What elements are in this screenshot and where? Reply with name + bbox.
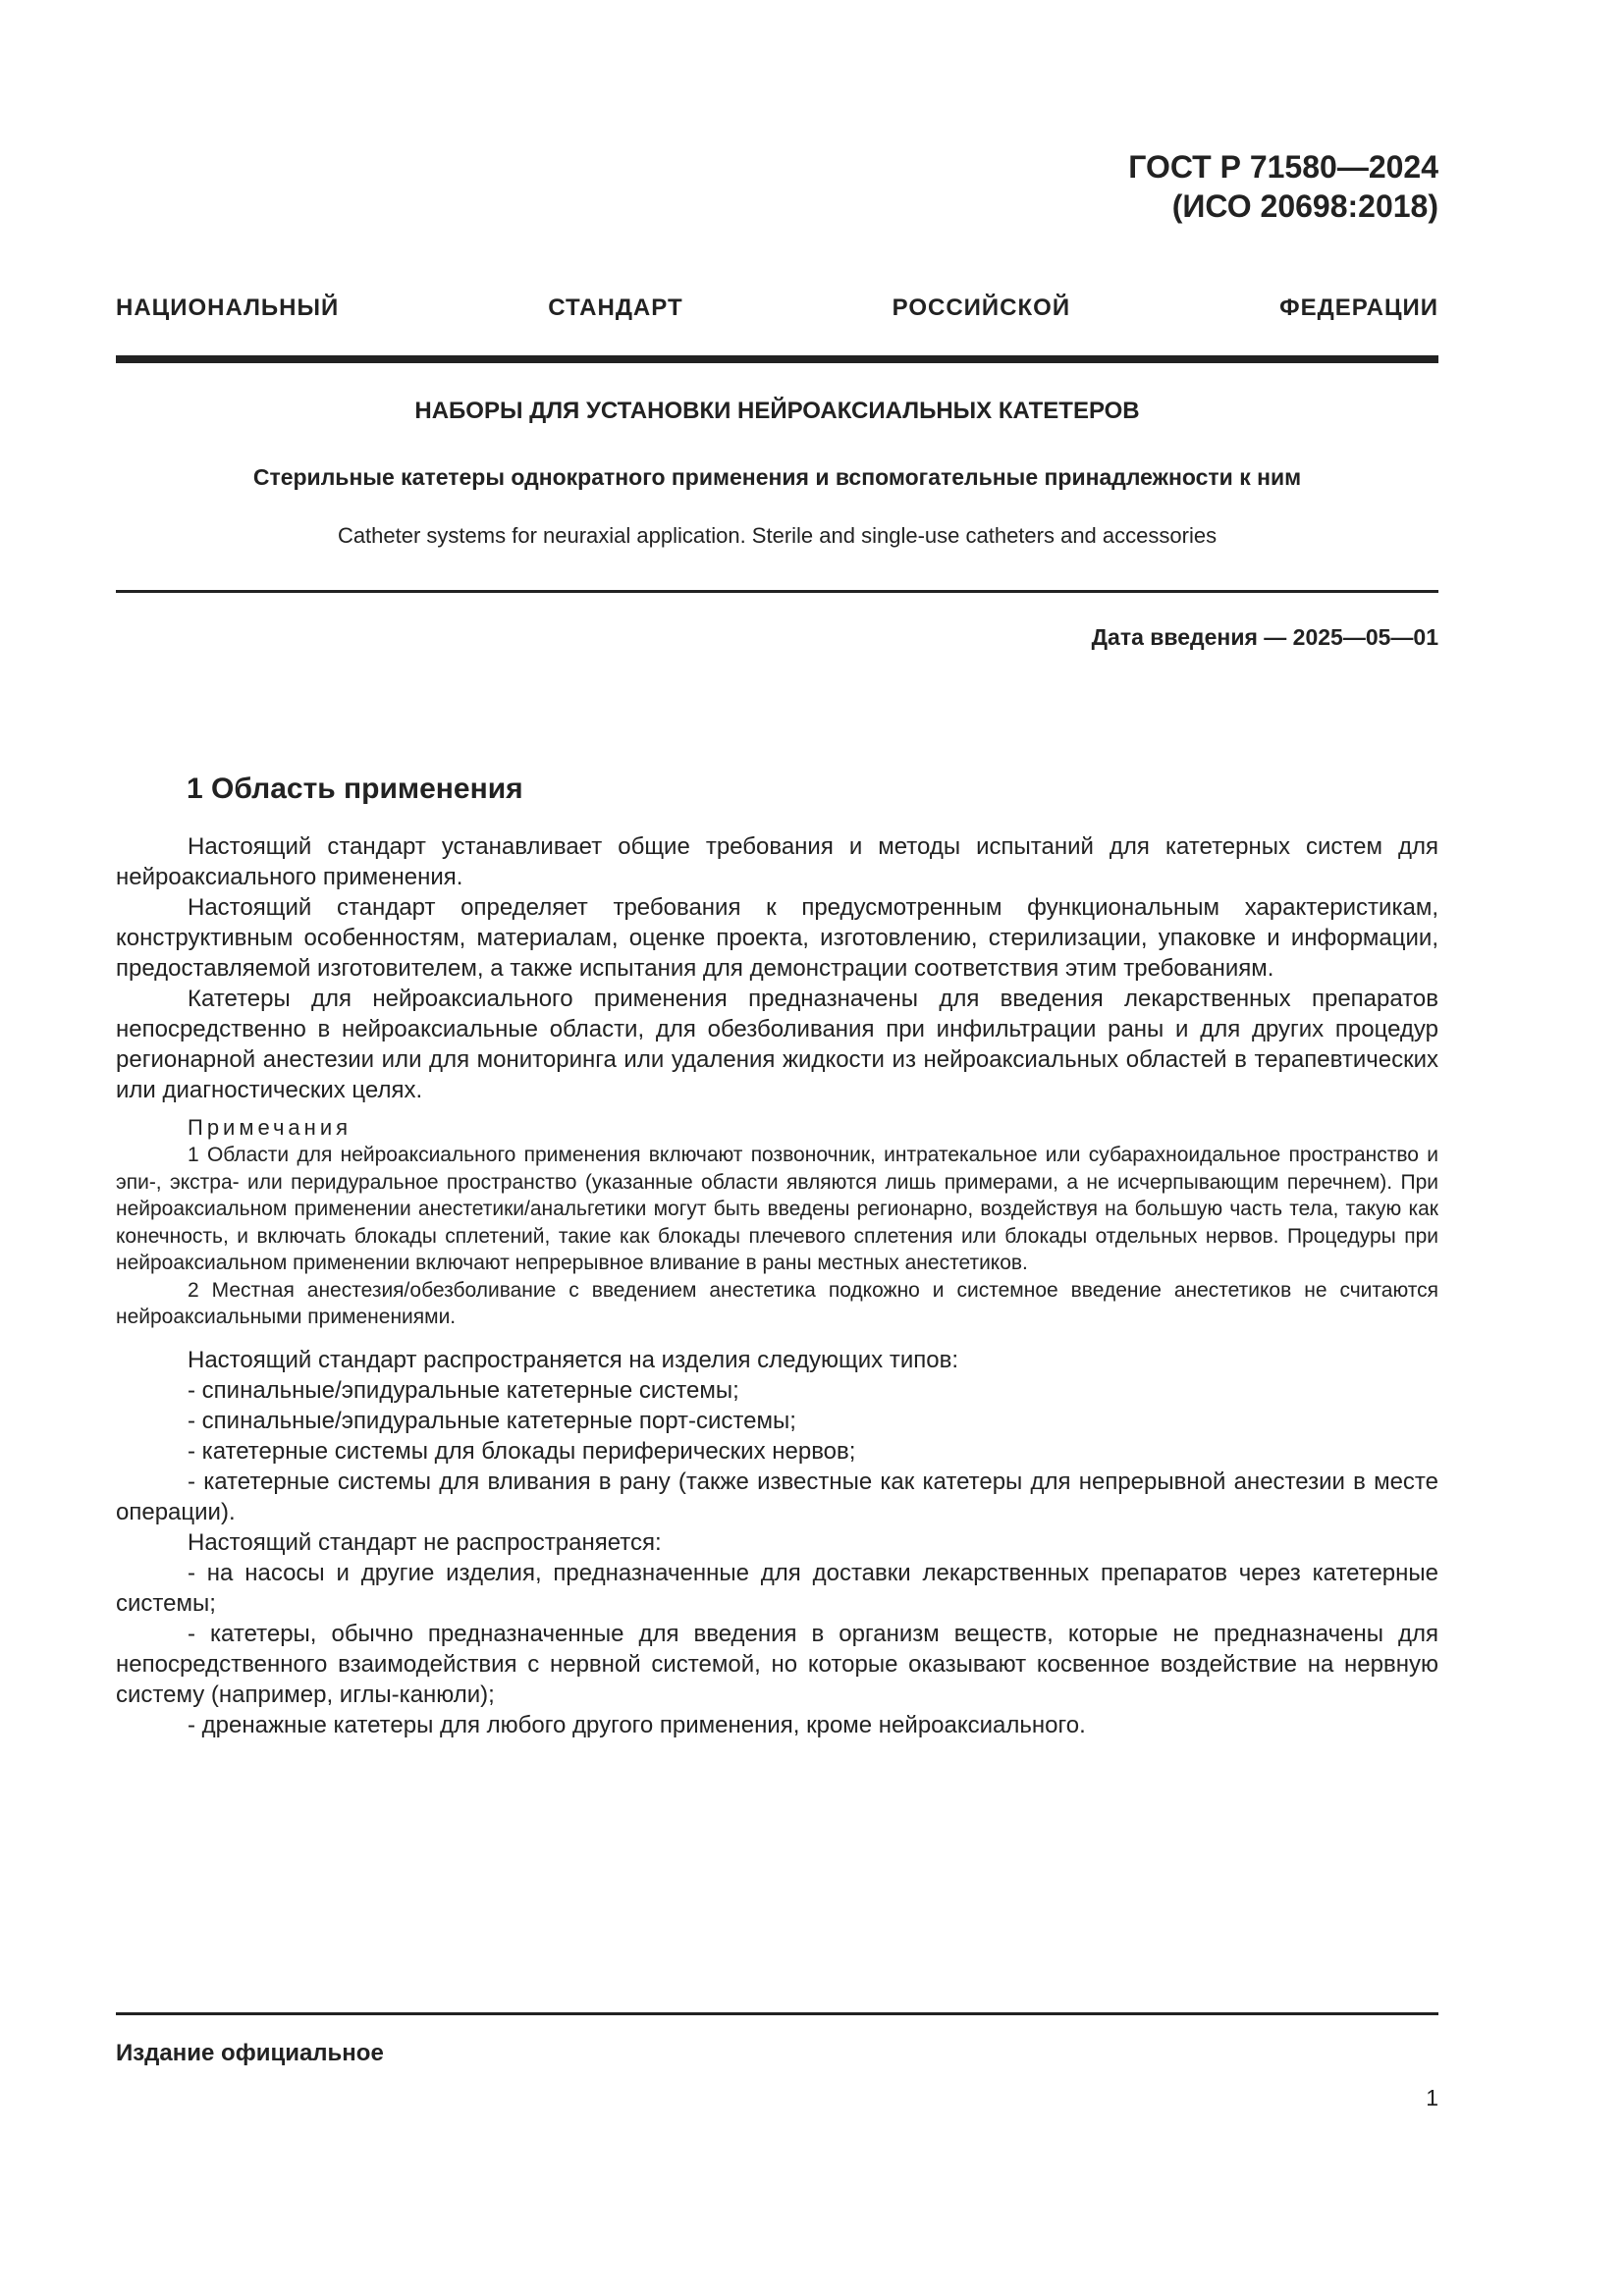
introduction-date: Дата введения — 2025—05—01 [1091,624,1438,650]
standard-code: ГОСТ Р 71580—2024 [1128,149,1438,185]
list-item: - катетеры, обычно предназначенные для введения в организм веществ, которые не предназначены для непосредственного взаимодействия с нервной системой, но которые оказывают косвенное воздействие на нервную систему (например, иглы-канюли); [116,1620,1438,1708]
list-item: - на насосы и другие изделия, предназначенные для доставки лекарственных препаратов через катетерные системы; [116,1559,1438,1617]
applies-intro: Настоящий стандарт распространяется на изделия следующих типов: [188,1346,958,1373]
list-item: - спинальные/эпидуральные катетерные порт-системы; [188,1407,796,1434]
english-title: Catheter systems for neuraxial application. Sterile and single-use catheters and accessories [337,523,1218,548]
list-item: - спинальные/эпидуральные катетерные системы; [188,1376,739,1404]
page-number: 1 [1426,2085,1438,2110]
excludes-intro: Настоящий стандарт не распространяется: [188,1528,662,1556]
iso-reference: (ИСО 20698:2018) [1171,188,1438,224]
paragraph: Настоящий стандарт определяет требования к предусмотренным функциональным характеристикам, конструктивным особенностям, материалам, оценке проекта, изготовлению, стерилизации, упаковке и информации, предоставляемой изготовителем, а также испытания для демонстрации соответствия этим требованиям. [116,894,1438,982]
list-item: - катетерные системы для вливания в рану (также известные как катетеры для непрерывной анестезии в месте операции). [116,1468,1438,1525]
official-edition-label: Издание официальное [116,2040,384,2066]
document-subtitle: Стерильные катетеры однократного применения и вспомогательные принадлежности к ним [252,464,1302,490]
section-heading: 1 Область применения [187,773,523,805]
footer-divider [116,2012,1438,2015]
paragraph: Катетеры для нейроаксиального применения предназначены для введения лекарственных препаратов непосредственно в нейроаксиальные области, для обезболивания при инфильтрации раны и для других процедур регионарной анестезии или для мониторинга или удаления жидкости из нейроаксиальных областей в терапевтических или диагностических целях. [116,986,1438,1103]
standard-designation [1128,147,1438,226]
document-title: НАБОРЫ ДЛЯ УСТАНОВКИ НЕЙРОАКСИАЛЬНЫХ КАТЕТЕРОВ [414,398,1140,424]
national-standard-banner: НАЦИОНАЛЬНЫЙ СТАНДАРТ РОССИЙСКОЙ ФЕДЕРАЦИИ [116,294,1438,321]
scope-lists [116,1345,1438,1740]
list-item: - катетерные системы для блокады периферических нервов; [188,1437,856,1465]
notes-heading: Примечания [188,1115,352,1140]
title-divider [116,590,1438,593]
note: 2 Местная анестезия/обезболивание с введением анестетика подкожно и системное введение анестетиков не считаются нейроаксиальными применениями. [116,1278,1438,1328]
thick-divider [116,355,1438,363]
section-body [116,831,1438,1740]
note: 1 Области для нейроаксиального применения включают позвоночник, интратекальное или субарахноидальное пространство и эпи-, экстра- или перидуральное пространство (указанные области являются лишь примерами, а не исчерпывающим перечнем). При нейроаксиальном применении анестетики/анальгетики могут быть введены регионарно, воздействуя на большую часть тела, такую как конечность, и включать блокады сплетений, такие как блокады плечевого сплетения или блокады отдельных нервов. Процедуры при нейроаксиальном применении включают непрерывное вливание в раны местных анестетиков. [116,1144,1438,1274]
paragraph: Настоящий стандарт устанавливает общие требования и методы испытаний для катетерных систем для нейроаксиального применения. [116,833,1438,890]
list-item: - дренажные катетеры для любого другого применения, кроме нейроаксиального. [188,1711,1086,1738]
